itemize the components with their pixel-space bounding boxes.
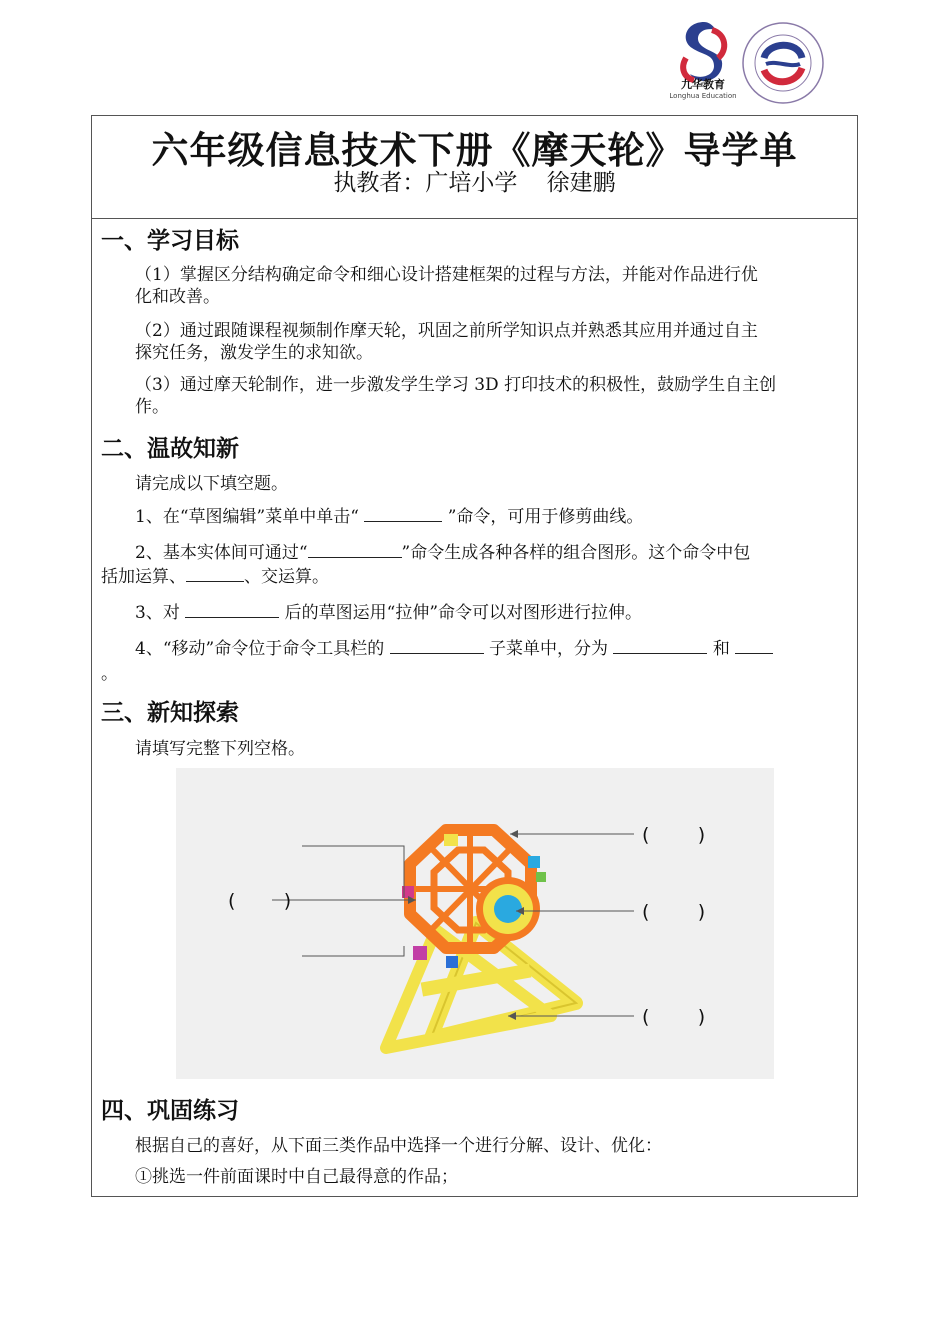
figure-label-left[interactable]: ( )	[228, 890, 292, 912]
section-heading-objectives: 一、学习目标	[101, 228, 239, 254]
logo-caption-en: Longhua Education	[669, 92, 737, 100]
practice-item-1: ①挑选一件前面课时中自己最得意的作品；	[135, 1167, 458, 1187]
blank-input[interactable]	[390, 637, 484, 654]
objective-1-line1: （1）掌握区分结构确定命令和细心设计搭建框架的过程与方法，并能对作品进行优	[135, 265, 758, 285]
question-4-end: 。	[101, 664, 118, 684]
objective-1-line2: 化和改善。	[135, 287, 220, 307]
section-heading-practice: 四、巩固练习	[101, 1098, 239, 1124]
question-4-text-b: 子菜单中，分为	[483, 639, 614, 659]
question-2-line1	[135, 541, 750, 564]
objective-3-line1: （3）通过摩天轮制作，进一步激发学生学习 3D 打印技术的积极性，鼓励学生自主创	[135, 375, 777, 395]
question-2-line2	[101, 565, 329, 588]
question-3-text-b: 后的草图运用“拉伸”命令可以对图形进行拉伸。	[279, 603, 643, 623]
review-intro: 请完成以下填空题。	[135, 474, 288, 494]
ferris-wheel-figure	[176, 768, 774, 1079]
question-1	[135, 505, 643, 528]
question-4-text-a: 4、“移动”命令位于命令工具栏的	[135, 639, 390, 659]
author-line: 执教者：广培小学 徐建鹏	[333, 170, 616, 196]
question-2-text-d: 、交运算。	[244, 567, 329, 587]
institute-seal-logo	[740, 20, 826, 106]
blank-input[interactable]	[364, 505, 442, 522]
objective-2-line1: （2）通过跟随课程视频制作摩天轮，巩固之前所学知识点并熟悉其应用并通过自主	[135, 321, 758, 341]
question-1-text-a: 1、在“草图编辑”菜单中单击“	[135, 507, 365, 527]
objective-3-line2: 作。	[135, 397, 169, 417]
figure-label-right-1[interactable]: ( )	[642, 824, 706, 846]
question-1-text-b: ”命令，可用于修剪曲线。	[442, 507, 644, 527]
question-2-text-a: 2、基本实体间可通过“	[135, 543, 308, 563]
blank-input[interactable]	[735, 637, 773, 654]
blank-input[interactable]	[186, 565, 244, 582]
section-heading-review: 二、温故知新	[101, 436, 239, 462]
objective-2-line2: 探究任务，激发学生的求知欲。	[135, 343, 373, 363]
question-2-text-c: 括加运算、	[101, 567, 186, 587]
blank-input[interactable]	[185, 601, 279, 618]
question-4	[135, 637, 773, 660]
figure-label-right-3[interactable]: ( )	[642, 1006, 706, 1028]
section-heading-explore: 三、新知探索	[101, 700, 239, 726]
practice-intro: 根据自己的喜好，从下面三类作品中选择一个进行分解、设计、优化：	[135, 1136, 662, 1156]
question-3-text-a: 3、对	[135, 603, 186, 623]
figure-label-right-2[interactable]: ( )	[642, 901, 706, 923]
question-3	[135, 601, 642, 624]
ferris-wheel-model-image	[176, 768, 774, 1079]
question-4-text-c: 和	[707, 639, 736, 659]
explore-intro: 请填写完整下列空格。	[135, 739, 305, 759]
title-cell	[92, 116, 857, 219]
question-2-text-b: ”命令生成各种各样的组合图形。这个命令中包	[401, 543, 751, 563]
logo-caption: 九华教育	[681, 78, 725, 91]
blank-input[interactable]	[613, 637, 707, 654]
page-title: 六年级信息技术下册《摩天轮》导学单	[151, 129, 798, 172]
blank-input[interactable]	[308, 541, 402, 558]
